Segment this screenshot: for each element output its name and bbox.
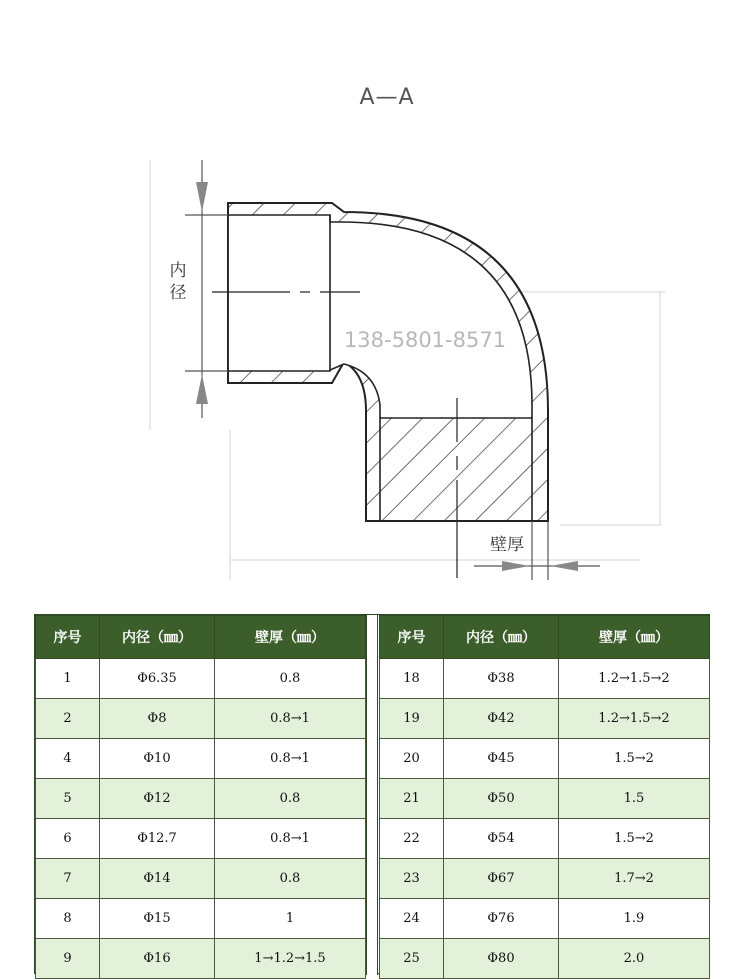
- cell-index: 6: [36, 819, 100, 859]
- cell-thickness: 0.8→1: [215, 699, 366, 739]
- header-inner-diameter: 内径（㎜）: [444, 616, 559, 659]
- table-row: [36, 899, 366, 939]
- cell-index: 18: [380, 659, 444, 699]
- cell-index: 21: [380, 779, 444, 819]
- cell-diameter: Φ38: [444, 659, 559, 699]
- cell-thickness: 2.0: [559, 939, 710, 979]
- cell-diameter: Φ50: [444, 779, 559, 819]
- table-row: [36, 859, 366, 899]
- cell-index: 7: [36, 859, 100, 899]
- table-row: [380, 899, 710, 939]
- cell-thickness: 1→1.2→1.5: [215, 939, 366, 979]
- cell-diameter: Φ45: [444, 739, 559, 779]
- cell-thickness: 1.9: [559, 899, 710, 939]
- cell-thickness: 1.5: [559, 779, 710, 819]
- inner-diameter-label-2: 径: [169, 283, 187, 303]
- header-wall-thickness: 壁厚（㎜）: [559, 616, 710, 659]
- cell-diameter: Φ76: [444, 899, 559, 939]
- cell-diameter: Φ54: [444, 819, 559, 859]
- elbow-inner-bore: [228, 215, 532, 418]
- cell-index: 19: [380, 699, 444, 739]
- table-row: [380, 859, 710, 899]
- wall-thickness-label: 壁厚: [490, 535, 524, 555]
- cell-index: 4: [36, 739, 100, 779]
- section-label: A—A: [359, 85, 415, 110]
- cell-diameter: Φ12.7: [100, 819, 215, 859]
- table-separator: [366, 615, 378, 975]
- cell-index: 2: [36, 699, 100, 739]
- spec-table-left: [35, 615, 366, 979]
- cell-thickness: 1: [215, 899, 366, 939]
- cell-index: 23: [380, 859, 444, 899]
- table-row: [36, 939, 366, 979]
- cell-thickness: 1.2→1.5→2: [559, 659, 710, 699]
- table-header-row: [36, 616, 366, 659]
- cell-diameter: Φ80: [444, 939, 559, 979]
- cell-index: 25: [380, 939, 444, 979]
- cell-diameter: Φ67: [444, 859, 559, 899]
- table-row: [380, 739, 710, 779]
- table-row: [380, 699, 710, 739]
- spec-table: [34, 614, 710, 974]
- cell-diameter: Φ16: [100, 939, 215, 979]
- table-row: [36, 779, 366, 819]
- cell-thickness: 0.8→1: [215, 819, 366, 859]
- cell-thickness: 1.7→2: [559, 859, 710, 899]
- phone-watermark: 138-5801-8571: [343, 328, 507, 352]
- cell-thickness: 0.8: [215, 779, 366, 819]
- cell-index: 1: [36, 659, 100, 699]
- cell-thickness: 0.8: [215, 859, 366, 899]
- header-index: 序号: [36, 616, 100, 659]
- table-header-row: [380, 616, 710, 659]
- inner-diameter-dimension: [185, 160, 228, 418]
- cell-diameter: Φ10: [100, 739, 215, 779]
- header-index: 序号: [380, 616, 444, 659]
- cell-thickness: 1.5→2: [559, 819, 710, 859]
- table-row: [380, 939, 710, 979]
- table-row: [36, 699, 366, 739]
- table-row: [380, 659, 710, 699]
- header-wall-thickness: 壁厚（㎜）: [215, 616, 366, 659]
- table-row: [36, 659, 366, 699]
- cell-index: 22: [380, 819, 444, 859]
- cell-index: 20: [380, 739, 444, 779]
- cell-diameter: Φ14: [100, 859, 215, 899]
- cell-index: 5: [36, 779, 100, 819]
- cell-diameter: Φ6.35: [100, 659, 215, 699]
- cell-diameter: Φ42: [444, 699, 559, 739]
- cell-diameter: Φ15: [100, 899, 215, 939]
- cell-index: 8: [36, 899, 100, 939]
- table-row: [380, 779, 710, 819]
- table-row: [380, 819, 710, 859]
- table-row: [36, 819, 366, 859]
- cell-index: 9: [36, 939, 100, 979]
- cell-diameter: Φ8: [100, 699, 215, 739]
- cell-thickness: 1.2→1.5→2: [559, 699, 710, 739]
- header-inner-diameter: 内径（㎜）: [100, 616, 215, 659]
- table-row: [36, 739, 366, 779]
- cell-thickness: 0.8: [215, 659, 366, 699]
- cell-thickness: 0.8→1: [215, 739, 366, 779]
- spec-table-right: [379, 615, 710, 979]
- cell-diameter: Φ12: [100, 779, 215, 819]
- inner-diameter-label-1: 内: [169, 261, 187, 281]
- cell-index: 24: [380, 899, 444, 939]
- cell-thickness: 1.5→2: [559, 739, 710, 779]
